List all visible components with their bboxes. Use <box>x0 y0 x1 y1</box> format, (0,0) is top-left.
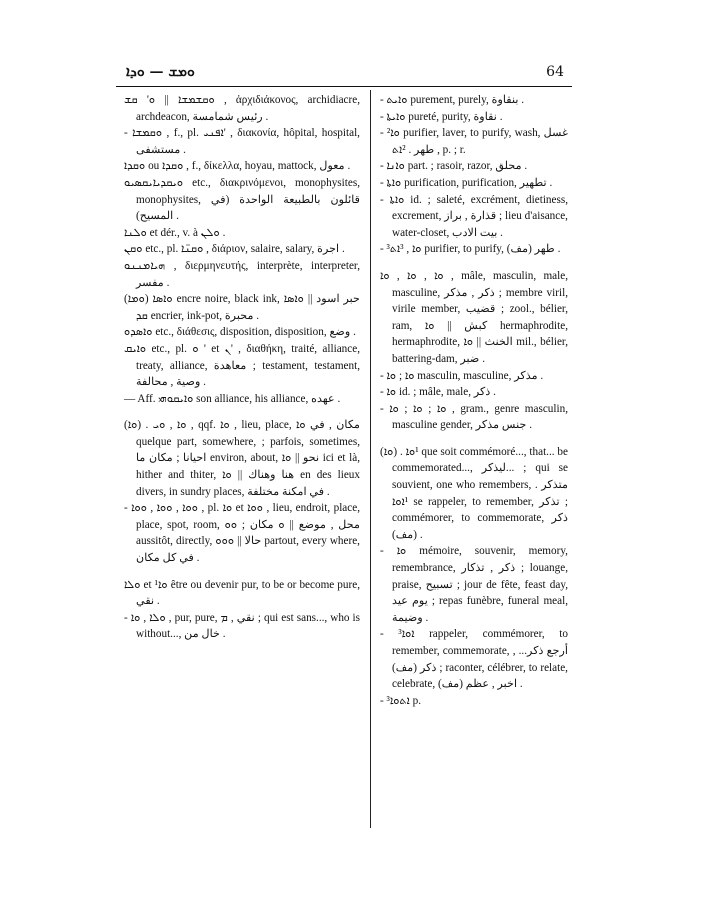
page-number: 64 <box>546 64 564 80</box>
dictionary-entry: - ܘܩܡܫܐ , f., pl. ܐܦܢܝ' , διακονία, hôpital, hospital, مستشفى . <box>124 127 360 156</box>
dictionary-entry: ܘܠܢܐ et dér., v. à ܘܠܢ . <box>124 226 226 239</box>
dictionary-entry: - ܘܐܬܐ id. ; saleté, excrément, dietiness, excrement, قذارة , براز ; lieu d'aisance, water-closet, بيت الادب . <box>380 193 569 239</box>
column-divider <box>370 90 371 828</box>
dictionary-entry: (ܘܐ) . ¹ܘܐ que soit commémoré..., that... be commemorated..., ليذكر... ; qui se souvient, one who remembers, متذكر . ¹ܐܘܐ se rappeler, to remember, تذكر ; commémorer, to commemorate, ذكر (مف) . <box>380 445 568 541</box>
dictionary-entry: - ²ܘܐ purifier, laver, to purify, wash, غسل , طهر . ²ܐܬ p. ; r. <box>380 127 568 156</box>
dictionary-entry: - ³ܘܐ , ³ܐܬ purifier, to purify, طهر (مف) . <box>380 243 561 256</box>
dictionary-entry: — Aff. ܘܐܝܩܘܗܝ son alliance, his alliance, عهده . <box>124 392 341 405</box>
dictionary-entry: ܘܐܣܕܘ etc., διάθεσις, disposition, disposition, وضع . <box>124 326 356 339</box>
dictionary-entry: ܗܝܐܡܢܢܘ , διερμηνευτής, interprète, interpreter, مفسر . <box>124 259 360 289</box>
dictionary-entry: - ܘܐܬܐ purification, purification, تطهير . <box>380 176 553 189</box>
dictionary-entry: - ³ܐܬܘܐ p. <box>380 694 421 707</box>
left-column <box>124 92 360 643</box>
dictionary-entry: ܘܩܫܡܫܐ || ܘ' ܩܫ , ἀρχιδιάκονος, archidiacre, archdeacon, رئيس شمامسة . <box>124 94 360 123</box>
dictionary-entry: (ܘܡܐ) ܘܐܣܐ encre noire, black ink, حبر اسود || ܘܐܣܐ ܩܕ encrier, ink-pot, محبرة . <box>124 293 360 322</box>
dictionary-entry: (ܘܐ) . ܘܐ , ܘܝ , qqf. ܘܐ , lieu, place, مكان , في ܘܐ quelque part, somewhere, ; parfois, sometimes, احيانا ; مكان ما environ, about, نحو || ܘܐ ici et là, hither and thiter, هنا وهناك || ܘܐ en des lieux divers, in sundry places, في امكنة مختلفة . <box>124 419 360 498</box>
dictionary-entry: - ܘܠܐ , ܘܐ , pur, pure, نقي , ܡ ; qui est sans..., who is without..., خال من . <box>124 611 361 641</box>
running-head: ܘܡܫ — ܘܕܐ <box>126 64 195 80</box>
page-header <box>116 62 568 84</box>
dictionary-entry: - ܘܐ ; ܘܐ ; ܘܐ , gram., genre masculin, masculine gender, جنس مذكر . <box>380 402 568 432</box>
dictionary-entry: - ܘܐ ; ܘܐ masculin, masculine, مذكر . <box>380 369 544 382</box>
dictionary-entry: - ܘܐܝܬ purement, purely, بنقاوة . <box>380 94 525 106</box>
dictionary-entry: ܘܐܝܩ etc., pl. ܘ ' et ܢ' , διαθήκη, traité, alliance, treaty, alliance, معاهدة ; testament, testament, وصية , محالفة . <box>124 342 361 389</box>
dictionary-entry: - ܘܐܢܐ part. ; rasoir, razor, محلق . <box>380 160 528 173</box>
dictionary-entry: ܘܩܕܐ ou ܘܩܕܐ , f., δίκελλα, hoyau, mattock, معول . <box>124 160 351 173</box>
dictionary-entry: - ܘܐܝܬܐ pureté, purity, نقاوة . <box>380 110 503 123</box>
dictionary-entry: - ܘܐ id. ; mâle, male, ذكر . <box>380 386 496 399</box>
right-column <box>380 92 568 709</box>
dictionary-entry: ܘܐ , ܘܐ , ܘܐ , mâle, masculin, male, masculine, ذكر , مذكر ; membre viril, virile member, قضيب ; zool., bélier, ram, كبش || ܘܐ hermaphrodite, hermaphrodite, الخنث || ܘܐ mil., bélier, battering-dam, ضبر . <box>380 269 568 365</box>
dictionary-entry: - ³ܐܘܐ rappeler, commémorer, to remember, commemorate, أرجع ذكر... , ذكر (مف) ; raconter, célébrer, to relate, celebrate, اخبر , عظم (مف) . <box>380 628 568 691</box>
dictionary-entry: ܘܩܢ etc., pl. ܘܩܢ̈ܐ , διάριον, salaire, salary, اجرة . <box>124 243 345 256</box>
dictionary-entry: - ܘܘܐ , ܘܘܐ , ܘܘܐ , pl. ܘܐ et ܘܘܐ , lieu, endroit, place, place, spot, room, محل , موضع || ܘ مكان ; ܘܘ aussitôt, directly, حالا || ܘܘܘ partout, every where, في كل مكان . <box>124 502 360 565</box>
header-rule <box>116 86 572 87</box>
dictionary-entry: ܘܠܐ et ¹ܘܐ être ou devenir pur, to be or become pure, نقي . <box>124 578 360 608</box>
dictionary-entry: - ܘܐ mémoire, souvenir, memory, remembrance, ذكر , تذكار ; louange, praise, تسبيح ; jour de fête, feast day, يوم عيد ; repas funèbre, funeral meal, وضيمة . <box>380 545 569 624</box>
dictionary-entry: ܘܝܩܕܝܐܝܩܣܝܘ etc., διακρινόμενοι, monophysites, monophysites, قائلون بالطبيعة الواحدة (في المسيح) . <box>124 176 361 223</box>
